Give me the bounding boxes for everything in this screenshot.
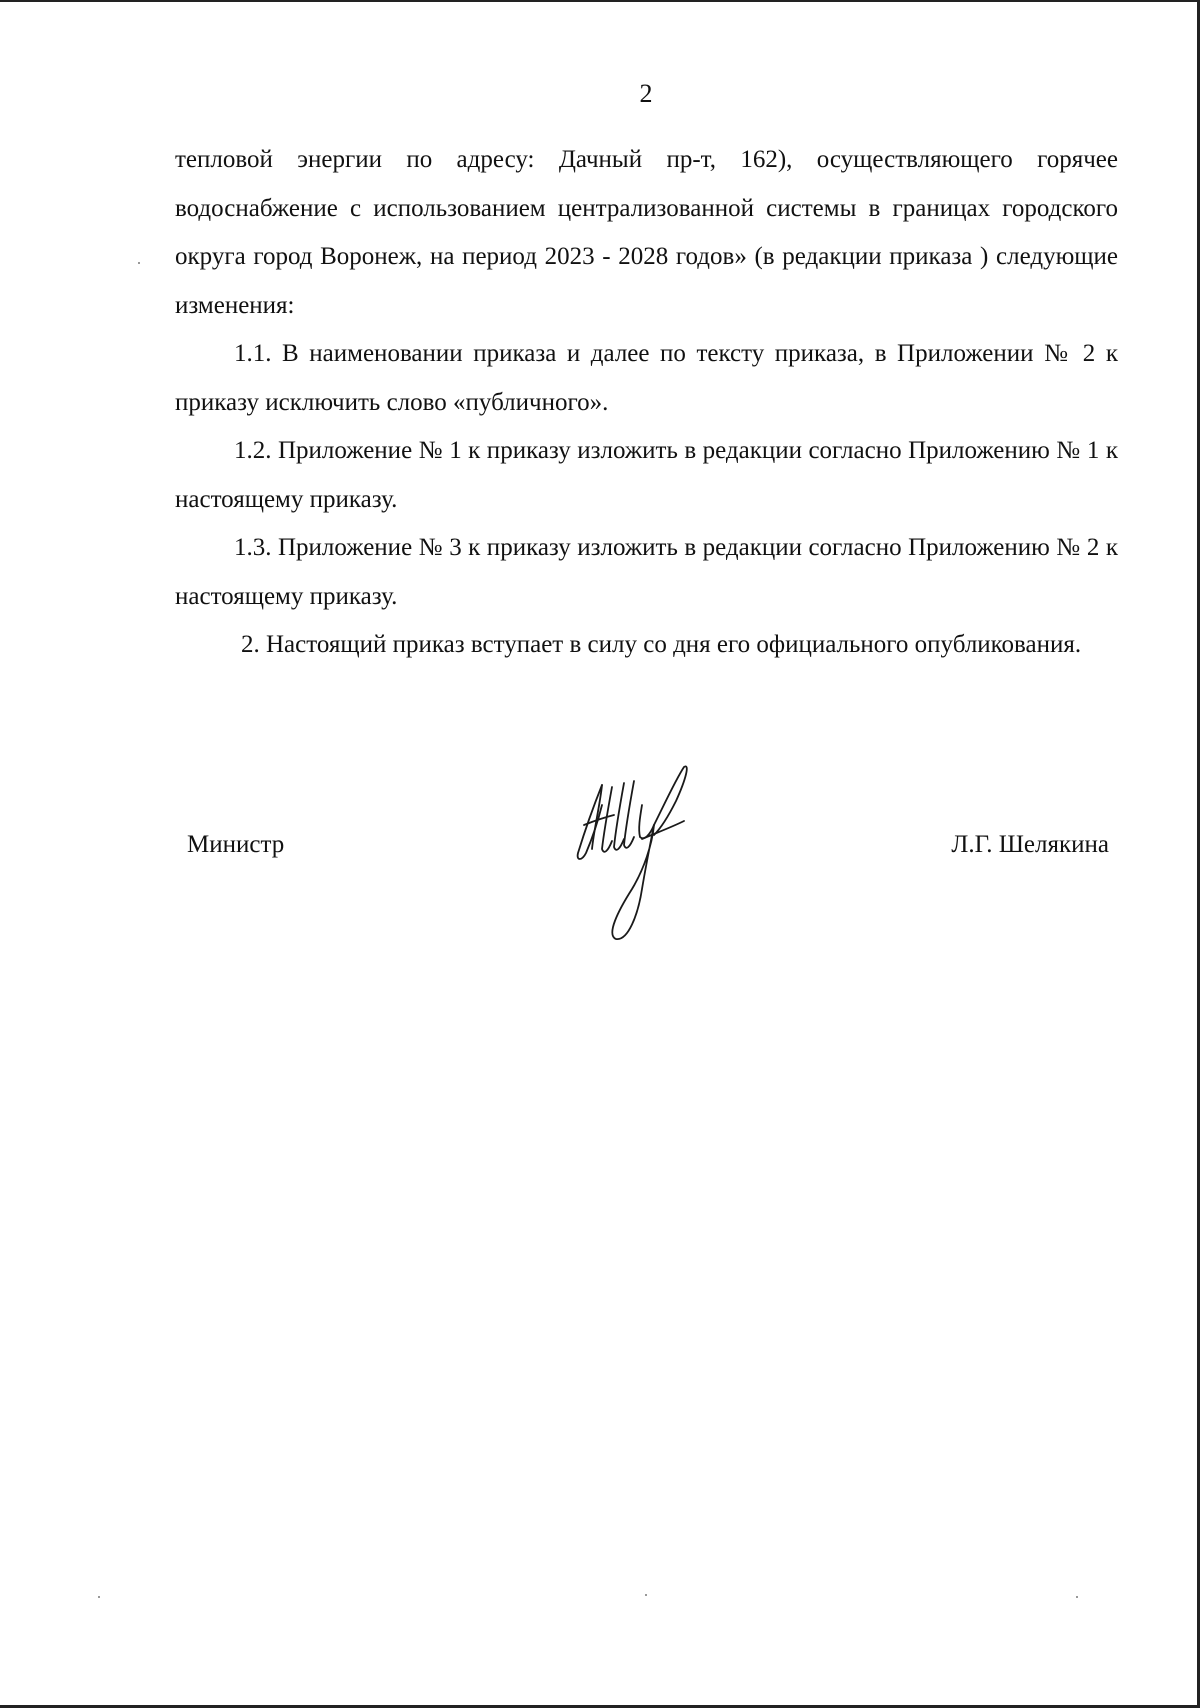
- signatory-name: Л.Г. Шелякина: [951, 831, 1109, 858]
- scan-speck: [645, 1594, 647, 1596]
- handwritten-signature-icon: [572, 765, 710, 941]
- scan-border-top: [0, 0, 1200, 2]
- page-number: 2: [639, 79, 653, 108]
- document-body: [175, 136, 1118, 670]
- paragraph-item-1-2: 1.2. Приложение № 1 к приказу изложить в редакции согласно Приложению № 1 к настоящему приказу.: [175, 437, 1118, 513]
- scan-speck: [1076, 1596, 1078, 1598]
- paragraph-continuation: тепловой энергии по адресу: Дачный пр-т, 162), осуществляющего горячее водоснабжение с использованием централизованной системы в границах городского округа город Воронеж, на период 2023 - 2028 годов» (в редакции приказа ) следующие изменения:: [175, 146, 1118, 319]
- scan-speck: [98, 1596, 100, 1598]
- scan-speck: [138, 262, 140, 264]
- paragraph-item-1-3: 1.3. Приложение № 3 к приказу изложить в редакции согласно Приложению № 2 к настоящему приказу.: [175, 534, 1118, 610]
- signatory-position: Министр: [187, 831, 285, 858]
- paragraph-item-2: 2. Настоящий приказ вступает в силу со дня его официального опубликования.: [241, 631, 1082, 658]
- paragraph-item-1-1: 1.1. В наименовании приказа и далее по тексту приказа, в Приложении № 2 к приказу исключить слово «публичного».: [175, 340, 1118, 416]
